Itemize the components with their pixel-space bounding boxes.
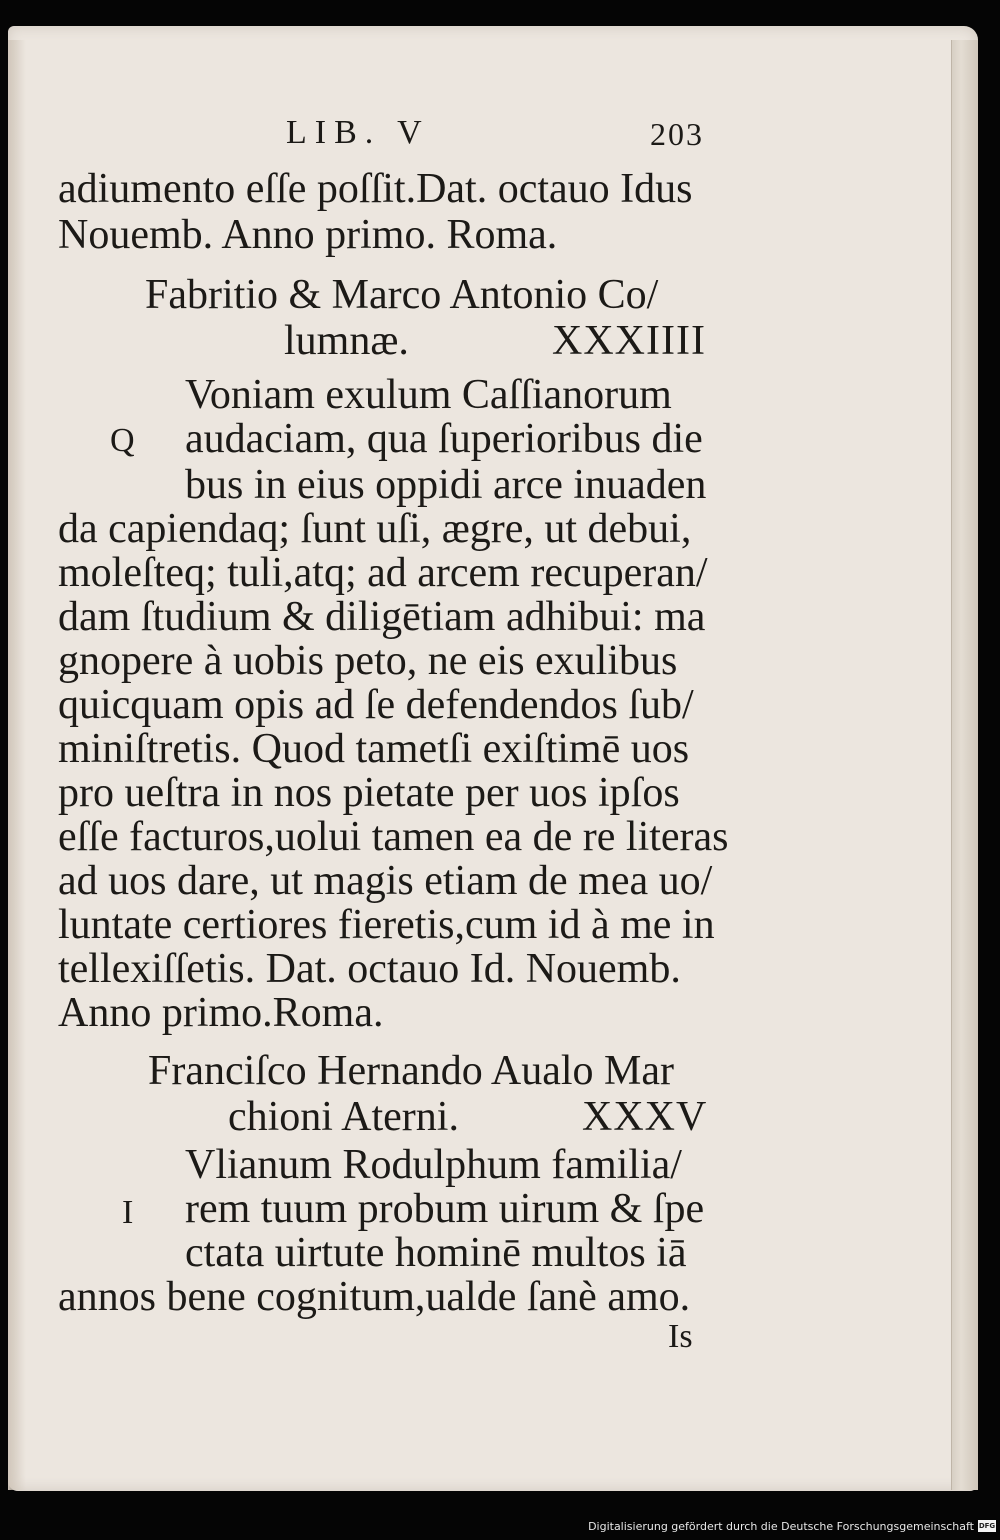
text-line-17: Anno primo.Roma. [58,990,384,1036]
text-line-5: bus in eius oppidi arce inuaden [185,462,707,508]
text-line-14: ad uos dare, ut magis etiam de mea uo/ [58,858,713,904]
letter-heading-2a: Franciſco Hernando Aualo Mar [148,1048,675,1094]
text-line-21: annos bene cognitum,ualde ſanè amo. [58,1274,691,1320]
catchword: Is [668,1318,693,1355]
letter-number-2: XXXV [582,1094,708,1140]
letter-heading-1a: Fabritio & Marco Antonio Co/ [145,272,659,318]
text-line-4: audaciam, qua ſuperioribus die [185,416,703,462]
dfg-logo: DFG [978,1522,996,1530]
text-line-19: rem tuum probum uirum & ſpe [185,1186,705,1232]
text-line-8: dam ſtudium & diligētiam adhibui: ma [58,594,706,640]
running-head: LIB. V [286,114,430,151]
guide-letter-i: I [122,1194,134,1231]
text-line-18: Vlianum Rodulphum familia/ [185,1142,682,1188]
text-line-13: eſſe facturos,uolui tamen ea de re literas [58,814,729,860]
page-gutter-shadow [8,40,26,1490]
text-line-12: pro ueſtra in nos pietate per uos ipſos [58,770,680,816]
folio-number: 203 [650,116,704,152]
text-line-10: quicquam opis ad ſe defendendos ſub/ [58,682,694,728]
letter-number-1: XXXIIII [552,318,706,364]
text-line-6: da capiendaq; ſunt uſi, ægre, ut debui, [58,506,692,552]
text-line-2: Nouemb. Anno primo. Roma. [58,212,558,258]
text-line-3: Voniam exulum Caſſianorum [185,372,672,418]
page-edge [951,40,978,1490]
text-line-9: gnopere à uobis peto, ne eis exulibus [58,638,678,684]
text-line-16: tellexiſſetis. Dat. octauo Id. Nouemb. [58,946,681,992]
text-line-20: ctata uirtute hominē multos iā [185,1230,687,1276]
text-line-15: luntate certiores fieretis,cum id à me in [58,902,715,948]
text-line-1: adiumento eſſe poſſit.Dat. octauo Idus [58,166,693,212]
letter-heading-2b: chioni Aterni. [228,1094,459,1140]
digitization-credit: Digitalisierung gefördert durch die Deutsche Forschungsgemeinschaft [588,1520,974,1533]
text-line-7: moleſteq; tuli,atq; ad arcem recuperan/ [58,550,708,596]
text-line-11: miniſtretis. Quod tametſi exiſtimē uos [58,726,690,772]
guide-letter-q: Q [110,422,135,459]
letter-heading-1b: lumnæ. [284,318,409,364]
